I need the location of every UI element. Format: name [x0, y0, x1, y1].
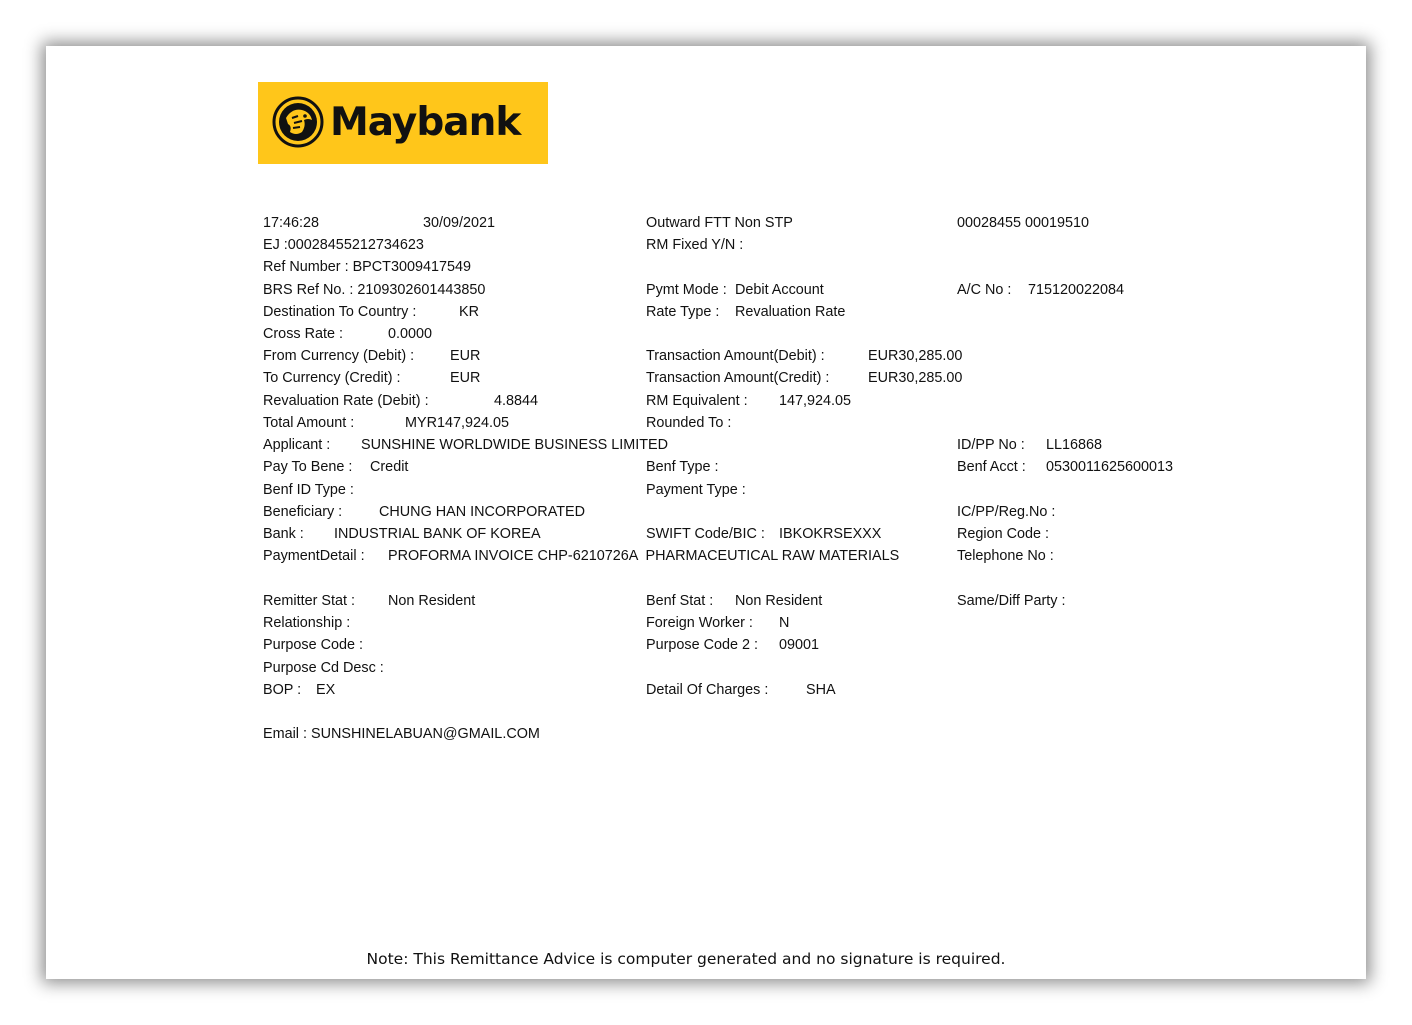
benf-id-type-label: Benf ID Type :: [263, 482, 354, 498]
remittance-advice-page: [46, 46, 1366, 979]
benf-acct-label: Benf Acct :: [957, 459, 1026, 475]
txn-amount-debit-value: EUR30,285.00: [868, 348, 963, 364]
from-currency-value: EUR: [450, 348, 481, 364]
pymt-mode-value: Debit Account: [735, 282, 824, 298]
txn-amount-credit-label: Transaction Amount(Credit) :: [646, 370, 830, 386]
ref-number: Ref Number : BPCT3009417549: [263, 259, 471, 275]
benf-type-label: Benf Type :: [646, 459, 719, 475]
id-pp-no-value: LL16868: [1046, 437, 1103, 453]
remitter-stat-value: Non Resident: [388, 593, 476, 609]
time: 17:46:28: [263, 215, 320, 231]
rate-type-label: Rate Type :: [646, 304, 720, 320]
cross-rate-label: Cross Rate :: [263, 326, 343, 342]
detail-of-charges-value: SHA: [806, 682, 836, 698]
benf-stat-label: Benf Stat :: [646, 593, 714, 609]
pay-to-bene-label: Pay To Bene :: [263, 459, 353, 475]
revaluation-rate-value: 4.8844: [494, 393, 539, 409]
region-code-label: Region Code :: [957, 526, 1050, 542]
total-amount-label: Total Amount :: [263, 415, 355, 431]
ej-number: EJ :00028455212734623: [263, 237, 424, 253]
bank-value: INDUSTRIAL BANK OF KOREA: [334, 526, 541, 542]
pymt-mode-label: Pymt Mode :: [646, 282, 727, 298]
payment-detail-label: PaymentDetail :: [263, 548, 365, 564]
payment-type-label: Payment Type :: [646, 482, 746, 498]
relationship-label: Relationship :: [263, 615, 351, 631]
ic-pp-reg-label: IC/PP/Reg.No :: [957, 504, 1056, 520]
foreign-worker-label: Foreign Worker :: [646, 615, 753, 631]
swift-code-label: SWIFT Code/BIC :: [646, 526, 765, 542]
telephone-label: Telephone No :: [957, 548, 1054, 564]
revaluation-rate-label: Revaluation Rate (Debit) :: [263, 393, 429, 409]
brand-name: Maybank: [330, 100, 521, 145]
rate-type-value: Revaluation Rate: [735, 304, 846, 320]
cross-rate-value: 0.0000: [388, 326, 433, 342]
benf-acct-value: 0530011625600013: [1046, 459, 1173, 475]
ac-no-value: 715120022084: [1028, 282, 1125, 298]
reference-codes: 00028455 00019510: [957, 215, 1090, 231]
same-diff-party-label: Same/Diff Party :: [957, 593, 1066, 609]
bop-label: BOP :: [263, 682, 302, 698]
to-currency-label: To Currency (Credit) :: [263, 370, 401, 386]
bop-value: EX: [316, 682, 336, 698]
applicant-label: Applicant :: [263, 437, 331, 453]
destination-country-label: Destination To Country :: [263, 304, 417, 320]
remitter-stat-label: Remitter Stat :: [263, 593, 355, 609]
purpose-code-label: Purpose Code :: [263, 637, 363, 653]
benf-stat-value: Non Resident: [735, 593, 823, 609]
beneficiary-label: Beneficiary :: [263, 504, 343, 520]
maybank-logo: [258, 82, 548, 164]
id-pp-no-label: ID/PP No :: [957, 437, 1025, 453]
purpose-code-2-label: Purpose Code 2 :: [646, 637, 758, 653]
detail-of-charges-label: Detail Of Charges :: [646, 682, 769, 698]
rm-equivalent-value: 147,924.05: [779, 393, 852, 409]
purpose-code-2-value: 09001: [779, 637, 820, 653]
applicant-value: SUNSHINE WORLDWIDE BUSINESS LIMITED: [361, 437, 669, 453]
pay-to-bene-value: Credit: [370, 459, 409, 475]
ac-no-label: A/C No :: [957, 282, 1012, 298]
to-currency-value: EUR: [450, 370, 481, 386]
rounded-to-label: Rounded To :: [646, 415, 732, 431]
tiger-head-icon: [272, 96, 324, 148]
footer-note: Note: This Remittance Advice is computer generated and no signature is required.: [366, 950, 1006, 968]
from-currency-label: From Currency (Debit) :: [263, 348, 415, 364]
beneficiary-value: CHUNG HAN INCORPORATED: [379, 504, 586, 520]
txn-amount-credit-value: EUR30,285.00: [868, 370, 963, 386]
destination-country-value: KR: [459, 304, 479, 320]
email: Email : SUNSHINELABUAN@GMAIL.COM: [263, 726, 540, 742]
payment-detail-value: PROFORMA INVOICE CHP-6210726A PHARMACEUTICAL RAW MATERIALS: [388, 548, 900, 564]
footer-note-container: [0, 950, 1412, 968]
purpose-desc-label: Purpose Cd Desc :: [263, 660, 384, 676]
total-amount-value: MYR147,924.05: [405, 415, 510, 431]
date: 30/09/2021: [423, 215, 496, 231]
brs-ref-number: BRS Ref No. : 2109302601443850: [263, 282, 486, 298]
foreign-worker-value: N: [779, 615, 790, 631]
rm-equivalent-label: RM Equivalent :: [646, 393, 748, 409]
transaction-type: Outward FTT Non STP: [646, 215, 793, 231]
rm-fixed-label: RM Fixed Y/N :: [646, 237, 744, 253]
txn-amount-debit-label: Transaction Amount(Debit) :: [646, 348, 825, 364]
bank-label: Bank :: [263, 526, 304, 542]
swift-code-value: IBKOKRSEXXX: [779, 526, 882, 542]
